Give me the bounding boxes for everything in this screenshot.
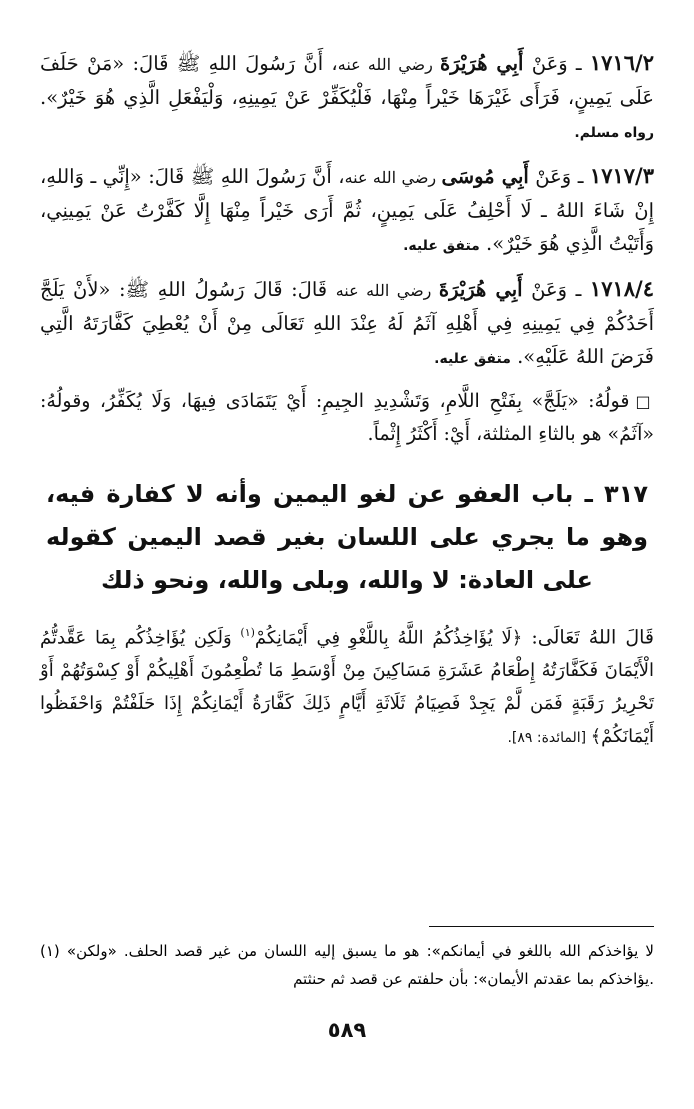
hadith-source: متفق عليه. xyxy=(434,351,511,367)
hadith-number: ١٧١٨/٤ xyxy=(589,276,654,301)
hadith-narrator: أَبِي مُوسَى xyxy=(441,165,529,188)
honorific-mark: رضي الله عنه xyxy=(344,168,442,187)
hadith-number: ١٧١٧/٣ xyxy=(589,163,654,188)
explanation-text: قولُهُ: «يَلَجَّ» بِفَتْحِ اللَّامِ، وَتَشْدِيدِ الجِيمِ: أَيْ يَتَمَادَى فِيهَا، وَلَا يُكَفِّرُ، وقولُهُ: «آثَمُ» هو بالثاءِ المثلثة، أَيْ: أَكْثَرُ إِثْماً. xyxy=(40,390,654,445)
hadith-source: متفق عليه. xyxy=(403,238,480,254)
square-bullet-icon: □ xyxy=(635,392,654,411)
page-number: ٥٨٩ xyxy=(327,1018,367,1042)
footnotes xyxy=(40,937,654,993)
hadith-1716 xyxy=(40,46,654,150)
quran-passage xyxy=(40,616,654,755)
chapter-title: ٣١٧ ـ باب العفو عن لغو اليمين وأنه لا كفارة فيه، وهو ما يجري على اللسان بغير قصد اليمين كقوله على العادة: لا والله، وبلى والله، ونحو ذلك xyxy=(46,480,648,594)
hadith-intro: ـ وَعَنْ xyxy=(523,52,590,75)
quran-verse-rest: وَلَكِن يُؤَاخِذُكُم بِمَا عَقَّدتُّمُ الْأَيْمَانَ فَكَفَّارَتُهُ إِطْعَامُ عَشَرَةِ مَسَاكِينَ مِنْ أَوْسَطِ مَا تُطْعِمُونَ أَهْلِيكُمْ أَوْ كِسْوَتُهُمْ أَوْ تَحْرِيرُ رَقَبَةٍ فَمَن لَّمْ يَجِدْ فَصِيَامُ ثَلَاثَةِ أَيَّامٍ ذَلِكَ كَفَّارَةُ أَيْمَانِكُمْ إِذَا حَلَفْتُمْ وَاحْفَظُوا أَيْمَانَكُمْ﴾ xyxy=(40,627,654,748)
hadith-text: ، أَنَّ رَسُولَ اللهِ ﷺ قَالَ: «مَنْ حَلَفَ عَلَى يَمِينٍ، فَرَأَى غَيْرَهَا خَيْراً مِنْهَا، فَلْيُكَفِّرْ عَنْ يَمِينِهِ، وَلْيَفْعَلِ الَّذِي هُوَ خَيْرٌ». xyxy=(40,52,654,109)
honorific-mark: رضي الله عنه xyxy=(337,55,441,74)
quran-verse: ﴿لَا يُؤَاخِذُكُمُ اللَّهُ بِاللَّغْوِ فِي أَيْمَانِكُمْ xyxy=(254,627,523,649)
hadith-1717 xyxy=(40,159,654,263)
hadith-number: ١٧١٦/٢ xyxy=(589,50,654,75)
hadith-intro: ـ وَعَنْ xyxy=(522,278,590,301)
hadith-source: رواه مسلم. xyxy=(574,125,654,141)
hadith-intro: ـ وَعَنْ xyxy=(528,165,590,188)
explanation-note xyxy=(40,385,654,451)
hadith-narrator: أَبِي هُرَيْرَةَ xyxy=(440,52,524,75)
quran-intro: قَالَ اللهُ تَعَالَى: xyxy=(522,626,654,649)
footnote-divider xyxy=(429,926,654,927)
quran-reference: [المائدة: ٨٩]. xyxy=(507,730,591,747)
honorific-mark: رضي الله عنه xyxy=(335,281,439,300)
hadith-1718 xyxy=(40,272,654,376)
hadith-narrator: أَبِي هُرَيْرَةَ xyxy=(438,278,523,301)
hadith-text: قَالَ: قَالَ رَسُولُ اللهِ ﷺ: «لأَنْ يَلَجَّ أَحَدُكُمْ فِي يَمِينِهِ فِي أَهْلِهِ آثَمُ لَهُ عِنْدَ اللهِ تَعَالَى مِنْ أَنْ يُعْطِيَ كَفَّارَتَهُ الَّتِي فَرَضَ اللهُ عَلَيْهِ». xyxy=(40,278,654,368)
footnote-marker[interactable]: (١) xyxy=(240,626,255,639)
hadith-text: ، أَنَّ رَسُولَ اللهِ ﷺ قَالَ: «إِنِّي ـ وَاللهِ، إِنْ شَاءَ اللهُ ـ لَا أَحْلِفُ عَلَى يَمِينٍ، ثُمَّ أَرَى خَيْراً مِنْهَا إِلَّا كَفَّرْتُ عَنْ يَمِينِي، وَأَتَيْتُ الَّذِي هُوَ خَيْرٌ». xyxy=(40,165,654,255)
footnote-1: (١) «لا يؤاخذكم الله باللغو في أيمانكم»: هو ما يسبق إليه اللسان من غير قصد الحلف. «ولكن يؤاخذكم بما عقدتم الأيمان»: بأن حلفتم عن قصد ثم حنثتم. xyxy=(40,942,654,988)
